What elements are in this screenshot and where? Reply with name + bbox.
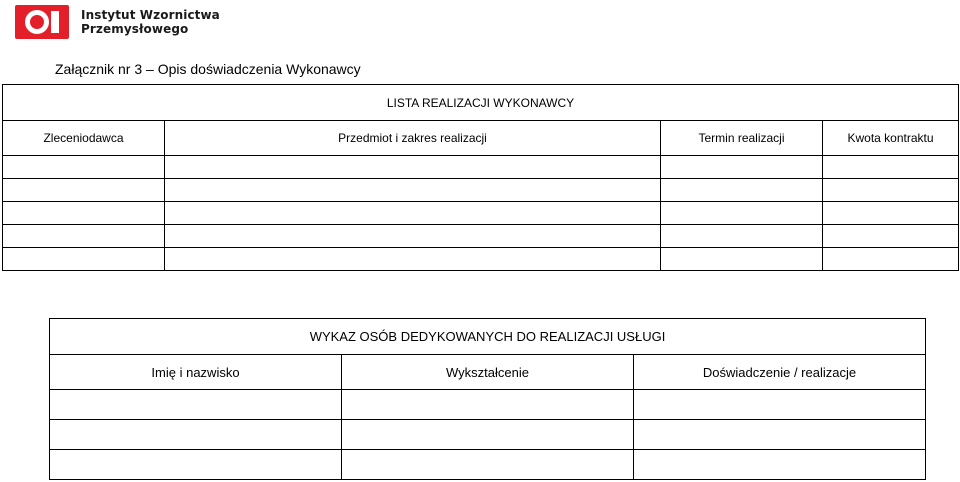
table-cell[interactable] <box>661 179 823 202</box>
table-cell[interactable] <box>165 156 661 179</box>
table-row <box>3 156 959 179</box>
logo-text-line2: Przemysłowego <box>81 22 189 36</box>
iwp-logo <box>15 4 220 40</box>
table-cell[interactable] <box>3 156 165 179</box>
dedicated-personnel-table <box>49 318 926 480</box>
table-cell[interactable] <box>661 202 823 225</box>
column-header-amount: Kwota kontraktu <box>823 121 959 156</box>
table-row <box>3 248 959 271</box>
table-row <box>3 202 959 225</box>
table-row <box>3 225 959 248</box>
table-cell[interactable] <box>661 248 823 271</box>
table-cell[interactable] <box>165 179 661 202</box>
column-header-term: Termin realizacji <box>661 121 823 156</box>
page-title: Załącznik nr 3 – Opis doświadczenia Wykonawcy <box>55 61 361 77</box>
table-cell[interactable] <box>823 248 959 271</box>
table-cell[interactable] <box>634 450 926 480</box>
contractor-realizations-table <box>2 84 959 271</box>
table-row <box>50 420 926 450</box>
logo-text <box>81 8 220 36</box>
table-cell[interactable] <box>661 225 823 248</box>
table-cell[interactable] <box>342 420 634 450</box>
table-cell[interactable] <box>165 248 661 271</box>
column-header-client: Zleceniodawca <box>3 121 165 156</box>
table-cell[interactable] <box>50 420 342 450</box>
table-cell[interactable] <box>3 202 165 225</box>
table-cell[interactable] <box>165 225 661 248</box>
table-cell[interactable] <box>3 248 165 271</box>
table-cell[interactable] <box>342 390 634 420</box>
table-cell[interactable] <box>3 225 165 248</box>
column-header-education: Wykształcenie <box>342 355 634 390</box>
table-cell[interactable] <box>823 225 959 248</box>
contractor-table-caption: LISTA REALIZACJI WYKONAWCY <box>3 85 959 121</box>
table-cell[interactable] <box>3 179 165 202</box>
column-header-scope: Przedmiot i zakres realizacji <box>165 121 661 156</box>
table-row <box>50 390 926 420</box>
table-row <box>50 450 926 480</box>
iwp-logo-icon <box>15 5 69 39</box>
table-cell[interactable] <box>634 390 926 420</box>
table-cell[interactable] <box>823 202 959 225</box>
logo-text-line1: Instytut Wzornictwa <box>81 8 220 22</box>
table-cell[interactable] <box>342 450 634 480</box>
table-cell[interactable] <box>823 156 959 179</box>
table-cell[interactable] <box>50 450 342 480</box>
table-cell[interactable] <box>634 420 926 450</box>
table-cell[interactable] <box>50 390 342 420</box>
table-row <box>3 179 959 202</box>
table-cell[interactable] <box>661 156 823 179</box>
column-header-experience: Doświadczenie / realizacje <box>634 355 926 390</box>
table-cell[interactable] <box>165 202 661 225</box>
column-header-name: Imię i nazwisko <box>50 355 342 390</box>
table-cell[interactable] <box>823 179 959 202</box>
personnel-table-caption: WYKAZ OSÓB DEDYKOWANYCH DO REALIZACJI USŁUGI <box>50 319 926 355</box>
